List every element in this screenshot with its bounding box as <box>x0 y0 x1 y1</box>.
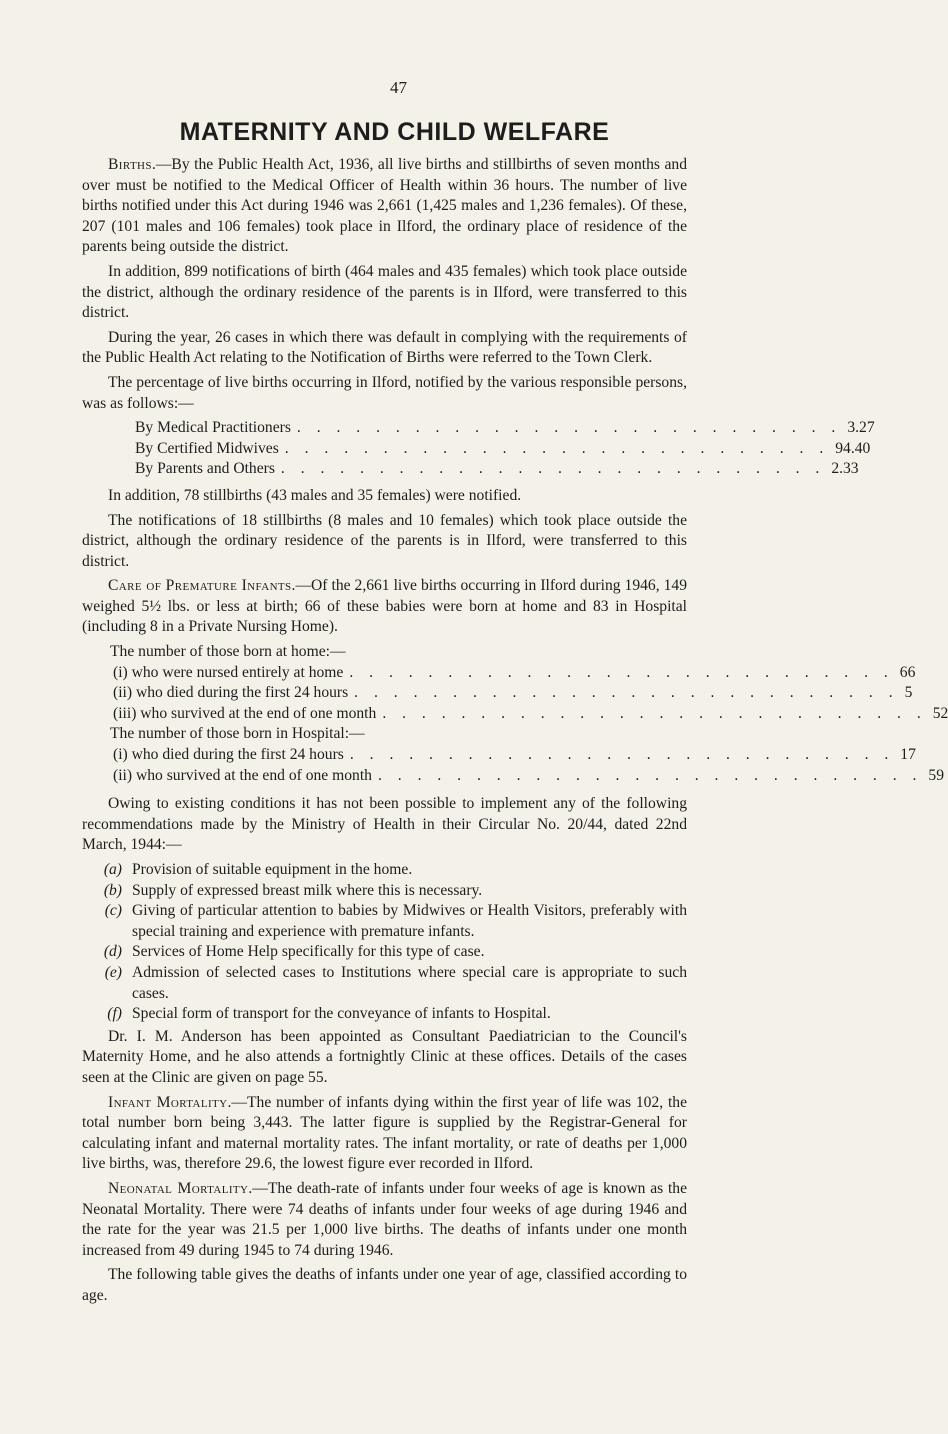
row-value: 2.33 <box>831 460 859 478</box>
list-item <box>82 860 687 881</box>
hospital-births-heading: The number of those born in Hospital:— <box>110 725 365 743</box>
births-paragraph-5: In addition, 78 stillbirths (43 males and 35 females) were notified. <box>108 486 522 504</box>
list-item <box>82 963 687 1004</box>
births-paragraph-6: The notifications of 18 stillbirths (8 males and 10 females) which took place outside the district, although the ordinary residence of the parents is in Ilford, were transferred to this district. <box>82 511 687 570</box>
neonatal-text: .—The death-rate of infants under four weeks of age is known as the Neonatal Mortality. There were 74 deaths of infants under four weeks of age during 1946 and the rate for the year was 21.5 per 1,000 live births. The deaths of infants under one month increased from 49 during 1945 to 74 during 1946. <box>82 1179 687 1259</box>
row-value: 5 <box>904 684 913 702</box>
page-number: 47 <box>390 78 407 97</box>
premature-heading: Care of Premature Infants <box>108 577 292 595</box>
item-text: Giving of particular attention to babies by Midwives or Health Visitors, preferably with special training and experience with premature infants. <box>132 902 687 940</box>
births-text-1: .—By the Public Health Act, 1936, all live births and stillbirths of seven months and over must be notified to the Medical Officer of Health within 36 hours. The number of live births notified under this Act during 1946 was 2,661 (1,425 males and 1,236 females). Of these, 207 (101 males and 106 females) took place in Ilford, the ordinary place of residence of the parents being outside the district. <box>82 156 687 256</box>
table-row: (ii) who survived at the end of one month . . . . . . . . . . . . . . . . . . . . . . . . . . . . 59 <box>113 766 689 787</box>
table-row: (iii) who survived at the end of one month . . . . . . . . . . . . . . . . . . . . . . . . . . . . 52 <box>113 704 689 725</box>
notification-percentages-table <box>135 418 875 480</box>
home-births-table <box>113 663 948 725</box>
hospital-births-table <box>113 745 944 786</box>
neonatal-heading: Neonatal Mortality <box>108 1179 249 1197</box>
row-label: (i) who died during the first 24 hours <box>113 746 344 764</box>
page-title: MATERNITY AND CHILD WELFARE <box>179 118 610 146</box>
item-text: Supply of expressed breast milk where this is necessary. <box>132 881 483 899</box>
item-marker: (e) <box>104 963 122 981</box>
row-value: 17 <box>900 746 916 764</box>
home-births-heading: The number of those born at home:— <box>110 643 346 661</box>
list-item <box>82 1004 687 1025</box>
row-value: 66 <box>899 663 916 681</box>
births-heading: Births <box>108 156 152 173</box>
item-text: Provision of suitable equipment in the home. <box>132 861 413 878</box>
infant-mortality-paragraph <box>82 1093 687 1175</box>
row-label: By Medical Practitioners <box>135 419 291 437</box>
item-marker: (f) <box>107 1005 122 1023</box>
item-marker: (b) <box>103 881 122 899</box>
row-label: (ii) who survived at the end of one month <box>113 766 372 784</box>
neonatal-paragraph <box>82 1179 687 1261</box>
row-value: 3.27 <box>847 419 875 437</box>
item-text: Admission of selected cases to Institutions where special care is appropriate to such cases. <box>132 963 687 1002</box>
table-row: By Certified Midwives . . . . . . . . . . . . . . . . . . . . . . . . . . . . 94.40 <box>135 439 612 460</box>
row-value: 59 <box>928 766 944 784</box>
row-label: By Parents and Others <box>135 460 275 478</box>
row-label: (i) who were nursed entirely at home <box>113 663 344 681</box>
premature-paragraph-2: Owing to existing conditions it has not been possible to implement any of the following recommendations made by the Ministry of Health in their Circular No. 20/44, dated 22nd March, 1944:— <box>82 795 687 854</box>
infant-mortality-heading: Infant Mortality <box>108 1093 228 1111</box>
premature-paragraph-3: Dr. I. M. Anderson has been appointed as Consultant Paediatrician to the Council's Maternity Home, and he also attends a fortnightly Clinic at these offices. Details of the cases seen at the Clinic are given on page 55. <box>82 1027 687 1086</box>
item-text: Special form of transport for the conveyance of infants to Hospital. <box>132 1005 551 1023</box>
item-marker: (d) <box>103 943 122 961</box>
premature-paragraph-1 <box>82 576 687 638</box>
list-item <box>82 901 687 942</box>
table-row: (ii) who died during the first 24 hours . . . . . . . . . . . . . . . . . . . . . . . . . . . . 5 <box>113 683 689 704</box>
row-value: 94.40 <box>835 439 871 457</box>
item-marker: (c) <box>104 902 122 920</box>
row-value: 52 <box>932 704 948 722</box>
table-row: (i) who were nursed entirely at home . . . . . . . . . . . . . . . . . . . . . . . . . . . . 66 <box>113 663 689 684</box>
births-paragraph-1 <box>82 155 687 258</box>
table-row: By Parents and Others . . . . . . . . . . . . . . . . . . . . . . . . . . . . 2.33 <box>135 459 612 480</box>
infant-mortality-text: .—The number of infants dying within the first year of life was 102, the total number born being 3,443. The latter figure is supplied by the Registrar-General for calculating infant and maternal mortality rates. The infant mortality, or rate of deaths per 1,000 live births, was, therefore 29.6, the lowest figure ever recorded in Ilford. <box>82 1093 687 1173</box>
row-label: (ii) who died during the first 24 hours <box>113 684 349 702</box>
births-paragraph-3: During the year, 26 cases in which there was default in complying with the requirements of the Public Health Act relating to the Notification of Births were referred to the Town Clerk. <box>82 328 687 367</box>
list-item <box>82 942 687 963</box>
recommendations-list <box>82 860 687 1025</box>
item-text: Services of Home Help specifically for this type of case. <box>132 943 485 961</box>
births-paragraph-4: The percentage of live births occurring in Ilford, notified by the various responsible persons, was as follows:— <box>82 373 687 412</box>
births-paragraph-2: In addition, 899 notifications of birth (464 males and 435 females) which took place outside the district, although the ordinary residence of the parents is in Ilford, were transferred to this district. <box>82 262 687 322</box>
row-label: By Certified Midwives <box>135 439 279 457</box>
closing-paragraph: The following table gives the deaths of infants under one year of age, classified according to age. <box>82 1266 687 1304</box>
list-item <box>82 881 687 902</box>
premature-text-1: .—Of the 2,661 live births occurring in Ilford during 1946, 149 weighed 5½ lbs. or less at birth; 66 of these babies were born at home and 83 in Hospital (including 8 in a Private Nursing Home). <box>82 577 687 636</box>
item-marker: (a) <box>103 861 122 878</box>
table-row: (i) who died during the first 24 hours . . . . . . . . . . . . . . . . . . . . . . . . . . . . 17 <box>113 745 689 766</box>
table-row: By Medical Practitioners . . . . . . . . . . . . . . . . . . . . . . . . . . . . 3.27 <box>135 418 612 439</box>
row-label: (iii) who survived at the end of one month <box>113 704 377 722</box>
